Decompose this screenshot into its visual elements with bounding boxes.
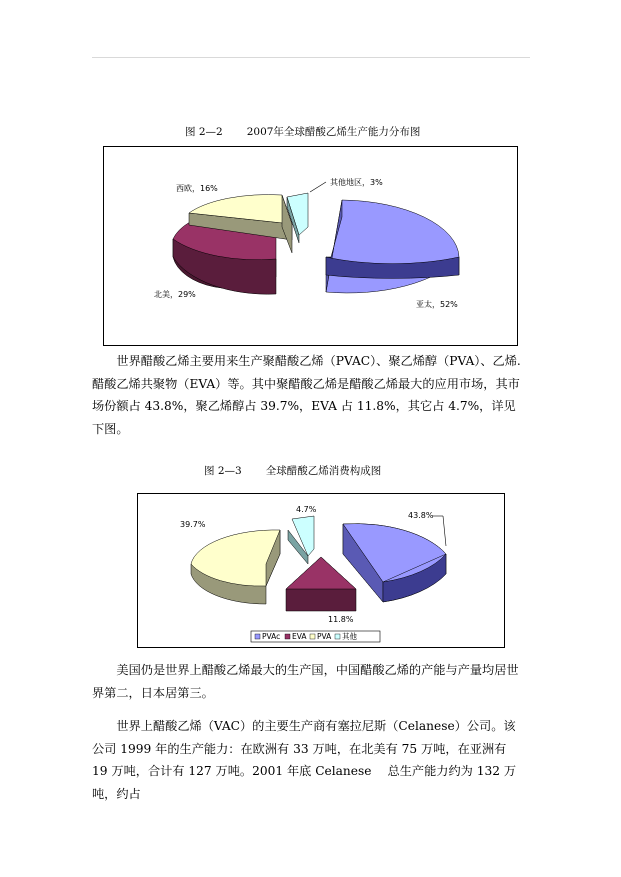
label-eva: 11.8% [328,615,354,624]
figure2-caption-title: 全球醋酸乙烯消费构成图 [265,465,382,477]
legend-swatch-pvac [255,634,260,639]
paragraph-3 [92,715,522,805]
figure2-caption [204,463,381,478]
label-north-america: 北美，29% [154,290,196,299]
figure2-pie-chart [138,494,504,647]
paragraph-3-text: 世界上醋酸乙烯（VAC）的主要生产商有塞拉尼斯（Celanese）公司。该公司 1999 年的生产能力：在欧洲有 33 万吨，在北美有 75 万吨，在亚洲有 19 万吨，合计有 127 万吨。2001 年底 Celanese 总生产能力约为 132 万吨，约占 [92,719,517,801]
legend-swatch-pva [310,634,315,639]
label-pvac: 43.8% [408,511,434,520]
slice-asia-pacific [326,200,459,293]
paragraph-1-text: 世界醋酸乙烯主要用来生产聚醋酸乙烯（PVAC）、聚乙烯醇（PVA）、乙烯.醋酸乙烯共聚物（EVA）等。其中聚醋酸乙烯是醋酸乙烯最大的应用市场，其市场份额占 43.8%，聚乙烯醇占 39.7%，EVA 占 11.8%，其它占 4.7%，详见下图。 [92,354,521,436]
header-rule [92,57,530,58]
legend-label-pva: PVA [317,632,332,641]
paragraph-1 [92,350,522,440]
figure1-caption [185,124,420,139]
figure2-legend [251,631,380,642]
figure1-chart-frame [103,146,518,346]
label-pva: 39.7% [180,520,206,529]
legend-label-pvac: PVAc [262,632,281,641]
legend-label-other: 其他 [342,632,357,641]
figure2-chart-frame [137,493,505,648]
figure1-pie-chart [104,147,517,345]
label-asia-pacific: 亚太，52% [416,300,458,309]
slice-pvac [343,524,446,602]
legend-swatch-eva [285,634,290,639]
label-other-regions: 其他地区，3% [330,178,383,187]
figure1-caption-title: 2007年全球醋酸乙烯生产能力分布图 [246,126,421,138]
slice-other [288,516,314,564]
label-western-europe: 西欧，16% [176,184,218,193]
leader-line-pvac-2 [443,516,446,546]
legend-swatch-other [335,634,340,639]
legend-label-eva: EVA [292,632,307,641]
paragraph-2-text: 美国仍是世界上醋酸乙烯最大的生产国，中国醋酸乙烯的产能与产量均居世界第二，日本居第三。 [92,663,519,700]
label-other: 4.7% [296,505,317,514]
slice-pva [191,530,280,604]
slice-eva [286,557,356,611]
paragraph-2 [92,659,522,704]
leader-line-other [310,182,326,192]
figure1-caption-number: 图 2—2 [185,126,223,138]
figure2-caption-number: 图 2—3 [204,465,242,477]
